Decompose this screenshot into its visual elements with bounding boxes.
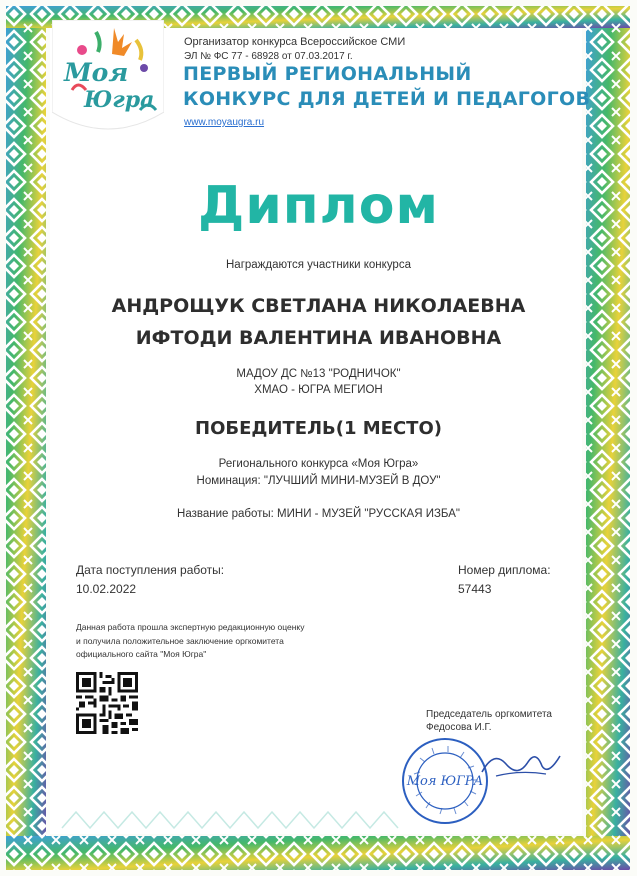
diploma-number: 57443 xyxy=(458,582,492,596)
organization-line2: ХМАО - ЮГРА МЕГИОН xyxy=(254,384,383,396)
recipient-name-2: ИФТОДИ ВАЛЕНТИНА ИВАНОВНА xyxy=(135,327,502,349)
diploma-number-label: Номер диплома: xyxy=(458,563,551,577)
result-title: ПОБЕДИТЕЛЬ(1 МЕСТО) xyxy=(195,418,442,439)
qr-code-icon[interactable] xyxy=(76,672,138,734)
work-title: Название работы: МИНИ - МУЗЕЙ "РУССКАЯ ИЗБА" xyxy=(177,508,460,520)
chairman-name: Федосова И.Г. xyxy=(426,722,492,733)
submission-date: 10.02.2022 xyxy=(76,582,137,596)
awarded-text: Награждаются участники конкурса xyxy=(226,259,411,271)
disclaimer-line2: и получила положительное заключение оргкомитета xyxy=(76,635,284,646)
signature xyxy=(476,742,566,786)
contest-title-line1: ПЕРВЫЙ РЕГИОНАЛЬНЫЙ xyxy=(183,63,472,85)
contest-title-line2: КОНКУРС ДЛЯ ДЕТЕЙ И ПЕДАГОГОВ xyxy=(183,88,591,110)
registration-line: ЭЛ № ФС 77 - 68928 от 07.03.2017 г. xyxy=(184,51,353,62)
organization-line1: МАДОУ ДС №13 "РОДНИЧОК" xyxy=(236,368,401,380)
logo-text-line1: Моя xyxy=(64,58,129,87)
disclaimer-line3: официального сайта "Моя Югра" xyxy=(76,649,207,659)
contest-title xyxy=(183,62,590,112)
submission-label: Дата поступления работы: xyxy=(76,563,225,577)
stamp-text: Моя ЮГРА xyxy=(406,774,484,789)
diploma-title: Диплом xyxy=(198,176,439,236)
organization xyxy=(0,366,637,398)
chairman-title: Председатель оргкомитета xyxy=(426,709,552,720)
nomination: Номинация: "ЛУЧШИЙ МИНИ-МУЗЕЙ В ДОУ" xyxy=(196,475,441,487)
site-link[interactable]: www.moyaugra.ru xyxy=(184,117,265,128)
contest-name: Регионального конкурса «Моя Югра» xyxy=(218,458,419,470)
recipient-name-1: АНДРОЩУК СВЕТЛАНА НИКОЛАЕВНА xyxy=(111,295,526,317)
disclaimer xyxy=(76,621,366,662)
disclaimer-line1: Данная работа прошла экспертную редакционную оценку xyxy=(76,622,305,632)
chairman-block xyxy=(426,708,552,734)
organizer-line: Организатор конкурса Всероссийское СМИ xyxy=(184,36,406,48)
contest-info xyxy=(0,456,637,490)
logo-text-line2: Югра xyxy=(84,87,155,113)
recipients xyxy=(0,290,637,354)
